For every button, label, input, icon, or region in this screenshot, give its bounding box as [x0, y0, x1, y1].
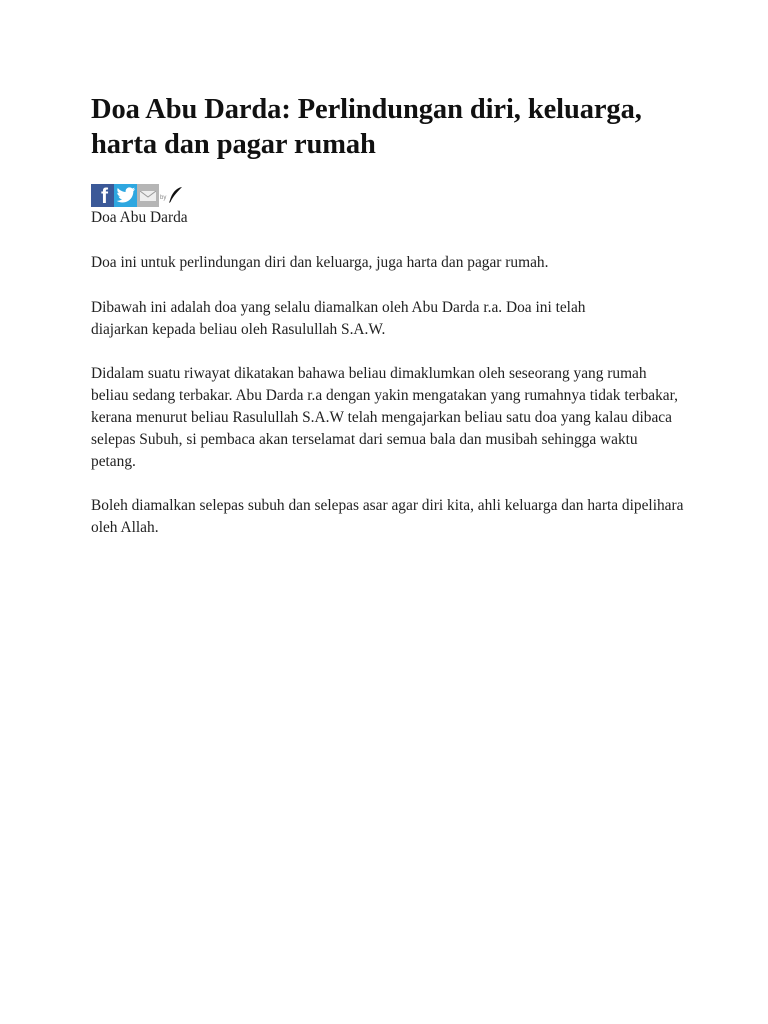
feather-icon[interactable] — [167, 186, 183, 204]
twitter-share-button[interactable] — [114, 184, 137, 207]
facebook-icon: f — [101, 185, 108, 208]
paragraph-4: Boleh diamalkan selepas subuh dan selepas asar agar diri kita, ahli keluarga dan harta dipelihara oleh Allah. — [91, 497, 684, 536]
paragraph-2: Dibawah ini adalah doa yang selalu diamalkan oleh Abu Darda r.a. Doa ini telah diajarkan kepada beliau oleh Rasulullah S.A.W. — [91, 299, 586, 338]
article-subtitle: Doa Abu Darda — [91, 209, 188, 226]
paragraph-3: Didalam suatu riwayat dikatakan bahawa beliau dimaklumkan oleh seseorang yang rumah beliau sedang terbakar. Abu Darda r.a dengan yakin mengatakan yang rumahnya tidak terbakar, kerana menurut beliau Rasulullah S.A.W telah mengajarkan beliau satu doa yang kalau dibaca selepas Subuh, si pembaca akan terselamat dari semua bala dan musibah sehingga waktu petang. — [91, 365, 678, 470]
share-by-label: by — [160, 195, 167, 201]
email-share-button[interactable] — [137, 184, 159, 207]
twitter-icon — [116, 187, 136, 204]
share-bar — [91, 183, 691, 207]
facebook-share-button[interactable] — [91, 184, 114, 207]
email-icon — [140, 191, 156, 201]
paragraph-1: Doa ini untuk perlindungan diri dan keluarga, juga harta dan pagar rumah. — [91, 254, 549, 271]
article — [91, 92, 691, 539]
article-title: Doa Abu Darda: Perlindungan diri, keluarga, harta dan pagar rumah — [91, 94, 642, 160]
